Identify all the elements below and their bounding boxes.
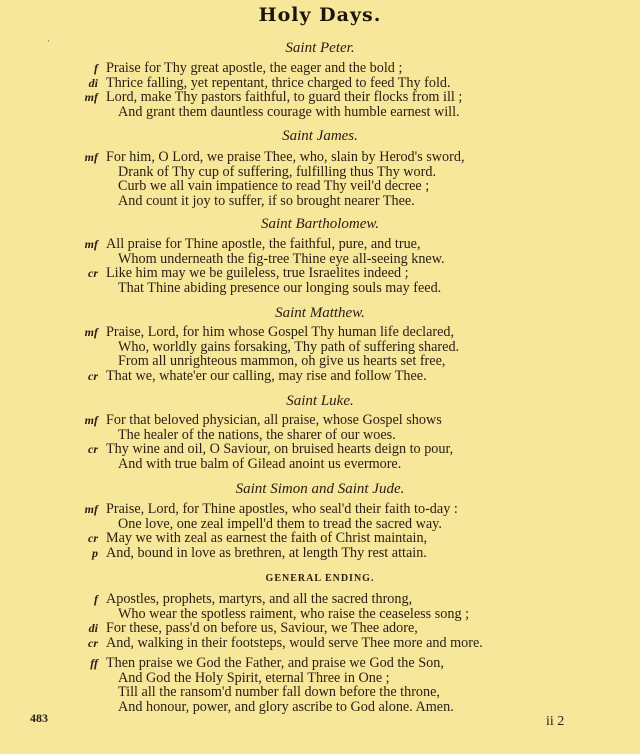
verse-text: Then praise we God the Father, and praise we God the Son, [106, 655, 444, 671]
verse-line [0, 620, 640, 636]
verse-line [0, 280, 640, 296]
verse-line [0, 60, 640, 76]
dynamic-mark: mf [84, 90, 98, 105]
verse-line [0, 635, 640, 651]
verse-line [0, 655, 640, 671]
verse-line [0, 545, 640, 561]
page-header: Holy Days. [258, 4, 382, 26]
dynamic-mark: f [94, 592, 98, 606]
dynamic-mark: p [92, 545, 98, 560]
verse-text: One love, one zeal impell'd them to tread the sacred way. [118, 515, 442, 532]
verse-line [0, 339, 640, 355]
dynamic-mark: mf [84, 150, 98, 164]
verse-line [0, 251, 640, 267]
dynamic-mark: cr [88, 368, 98, 383]
verse-text: And God the Holy Spirit, eternal Three in One ; [118, 669, 390, 686]
verse-text: Curb we all vain impatience to read Thy veil'd decree ; [118, 178, 430, 195]
verse-text: And, walking in their footsteps, would serve Thee more and more. [106, 634, 483, 651]
verse-text: Who, worldly gains forsaking, Thy path of suffering shared. [118, 338, 460, 355]
verse-text: For that beloved physician, all praise, whose Gospel shows [106, 412, 442, 428]
verse-line [0, 164, 640, 180]
section-title: Saint James. [282, 128, 358, 144]
verse-line [0, 236, 640, 252]
dynamic-mark: di [88, 75, 98, 90]
verse-text: And honour, power, and glory ascribe to God alone. Amen. [118, 698, 454, 715]
verse-line [0, 699, 640, 715]
verse-line [0, 193, 640, 209]
verse-text: Drank of Thy cup of suffering, fulfilling thus Thy word. [118, 163, 436, 180]
verse-line [0, 606, 640, 622]
section-title: Saint Luke. [286, 393, 354, 409]
section-title: Saint Peter. [285, 40, 355, 56]
verse-line [0, 501, 640, 517]
verse-line [0, 591, 640, 607]
verse-text: Praise, Lord, for him whose Gospel Thy human life declared, [106, 324, 455, 340]
verse-line [0, 670, 640, 686]
verse-text: Who wear the spotless raiment, who raise the ceaseless song ; [118, 605, 470, 622]
verse-text: For him, O Lord, we praise Thee, who, slain by Herod's sword, [106, 149, 465, 165]
page-number-left: 483 [30, 711, 48, 725]
verse-text: And with true balm of Gilead anoint us evermore. [118, 455, 402, 472]
verse-text: Apostles, prophets, martyrs, and all the sacred throng, [106, 591, 413, 607]
verse-line [0, 427, 640, 443]
verse-text: The healer of the nations, the sharer of our woes. [118, 426, 396, 443]
verse-line [0, 456, 640, 472]
dynamic-mark: di [88, 621, 98, 636]
verse-line [0, 104, 640, 120]
verse-text: From all unrighteous mammon, oh give us hearts set free, [118, 353, 446, 370]
verse-line [0, 516, 640, 532]
verse-text: Whom underneath the fig-tree Thine eye all-seeing knew. [118, 250, 445, 267]
general-ending-title: GENERAL ENDING. [265, 573, 375, 584]
verse-text: That Thine abiding presence our longing souls may feed. [118, 279, 442, 296]
dynamic-mark: mf [84, 325, 98, 339]
verse-text: Like him may we be guileless, true Israelites indeed ; [106, 265, 409, 282]
dynamic-mark: mf [84, 413, 98, 427]
dynamic-mark: cr [88, 635, 98, 650]
dynamic-mark: f [94, 61, 98, 75]
page-number-right: ii 2 [546, 714, 565, 729]
dynamic-mark: ff [90, 656, 98, 670]
verse-line [0, 149, 640, 165]
verse-line [0, 324, 640, 340]
dynamic-mark: cr [88, 266, 98, 281]
dynamic-mark: mf [84, 502, 98, 516]
verse-text: For these, pass'd on before us, Saviour, we Thee adore, [106, 620, 418, 637]
verse-text: Lord, make Thy pastors faithful, to guard their flocks from ill ; [106, 89, 463, 106]
verse-line [0, 89, 640, 105]
section-title: Saint Bartholomew. [260, 216, 380, 232]
verse-text: And grant them dauntless courage with humble earnest will. [118, 103, 460, 120]
dynamic-mark: cr [88, 531, 98, 546]
verse-text: All praise for Thine apostle, the faithful, pure, and true, [106, 236, 421, 252]
verse-line [0, 353, 640, 369]
section-title: Saint Simon and Saint Jude. [235, 481, 405, 497]
dynamic-mark: cr [88, 442, 98, 457]
verse-text: Thy wine and oil, O Saviour, on bruised hearts deign to pour, [106, 441, 454, 458]
verse-text: May we with zeal as earnest the faith of Christ maintain, [106, 530, 428, 547]
verse-line [0, 178, 640, 194]
verse-line [0, 412, 640, 428]
verse-line [0, 368, 640, 384]
verse-line [0, 265, 640, 281]
verse-line [0, 684, 640, 700]
verse-line [0, 75, 640, 91]
verse-line [0, 441, 640, 457]
verse-text: That we, whate'er our calling, may rise and follow Thee. [106, 367, 427, 384]
verse-line [0, 530, 640, 546]
verse-text: Thrice falling, yet repentant, thrice charged to feed Thy fold. [106, 74, 451, 91]
verse-text: And count it joy to suffer, if so brought nearer Thee. [118, 192, 415, 209]
dynamic-mark: mf [84, 237, 98, 251]
verse-text: And, bound in love as brethren, at length Thy rest attain. [106, 544, 427, 561]
verse-text: Praise, Lord, for Thine apostles, who seal'd their faith to-day : [106, 501, 458, 517]
verse-text: Till all the ransom'd number fall down before the throne, [118, 684, 440, 701]
ink-speck: · [47, 36, 50, 46]
verse-text: Praise for Thy great apostle, the eager and the bold ; [106, 60, 403, 76]
section-title: Saint Matthew. [275, 305, 365, 321]
